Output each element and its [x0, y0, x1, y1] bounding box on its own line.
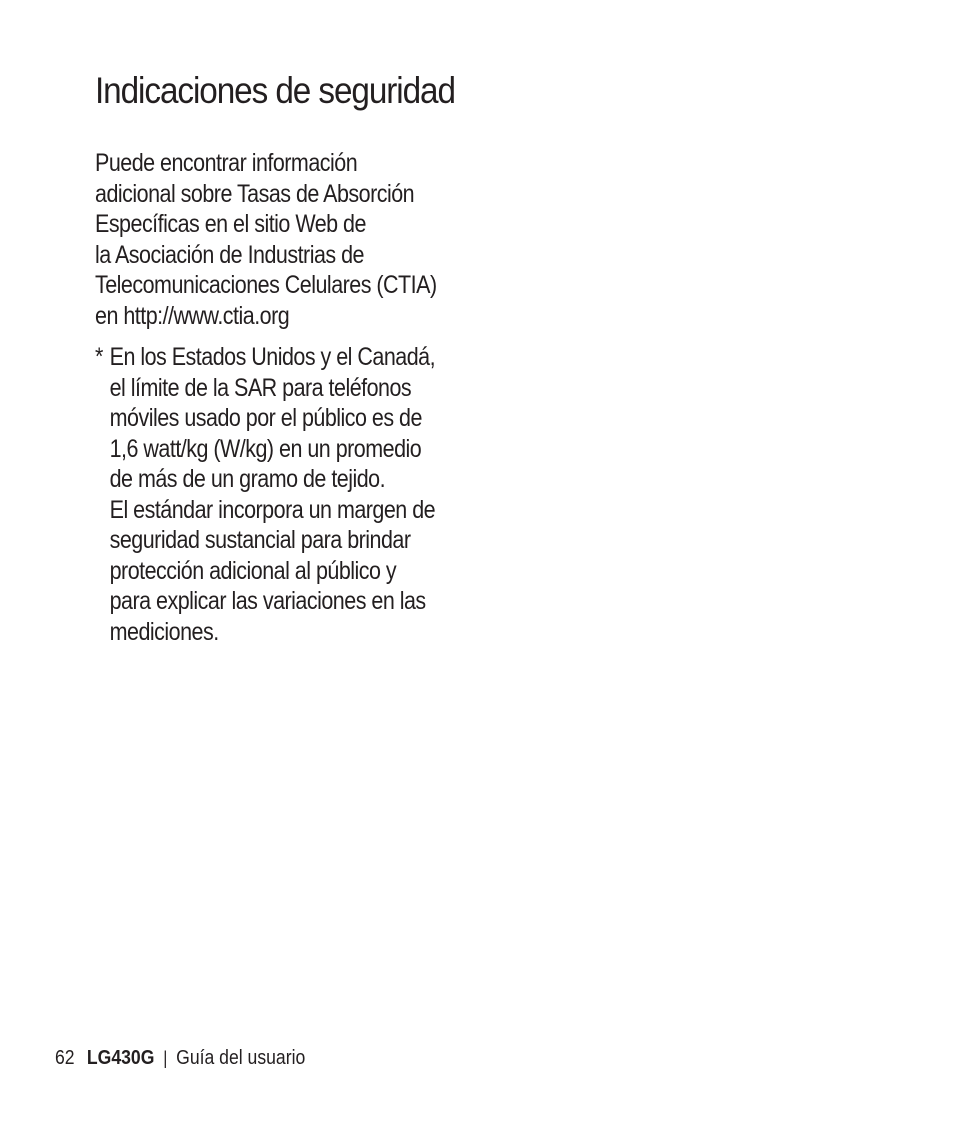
footnote-line: el límite de la SAR para teléfonos [109, 373, 412, 402]
intro-line: adicional sobre Tasas de Absorción [95, 179, 415, 208]
footnote-line: El estándar incorpora un margen de [109, 495, 436, 524]
footnote-line: para explicar las variaciones en las [109, 587, 426, 615]
footnote-line: de más de un gramo de tejido. [109, 465, 386, 493]
footnote-line: En los Estados Unidos y el Canadá, [109, 343, 436, 371]
page-footer [55, 1046, 305, 1070]
intro-line: Específicas en el sitio Web de [95, 210, 366, 238]
footer-separator: | [163, 1048, 168, 1068]
intro-line: en http://www.ctia.org [95, 301, 290, 330]
page-number: 62 [55, 1047, 75, 1069]
guide-title: Guía del usuario [176, 1047, 306, 1069]
page-title: Indicaciones de seguridad [95, 70, 455, 111]
footnote-line: 1,6 watt/kg (W/kg) en un promedio [109, 434, 422, 463]
intro-line: Puede encontrar información [95, 149, 358, 177]
body-text [95, 148, 473, 647]
sar-footnote [95, 342, 473, 647]
footnote-line: mediciones. [109, 617, 219, 646]
intro-paragraph [95, 148, 473, 331]
footnote-line: seguridad sustancial para brindar [109, 526, 411, 554]
footnote-line: protección adicional al público y [109, 556, 397, 585]
intro-line: la Asociación de Industrias de [95, 240, 364, 269]
footnote-asterisk: * [95, 343, 103, 371]
model-name: LG430G [86, 1047, 155, 1069]
footnote-line: móviles usado por el público es de [109, 404, 422, 432]
intro-line: Telecomunicaciones Celulares (CTIA) [95, 271, 437, 299]
